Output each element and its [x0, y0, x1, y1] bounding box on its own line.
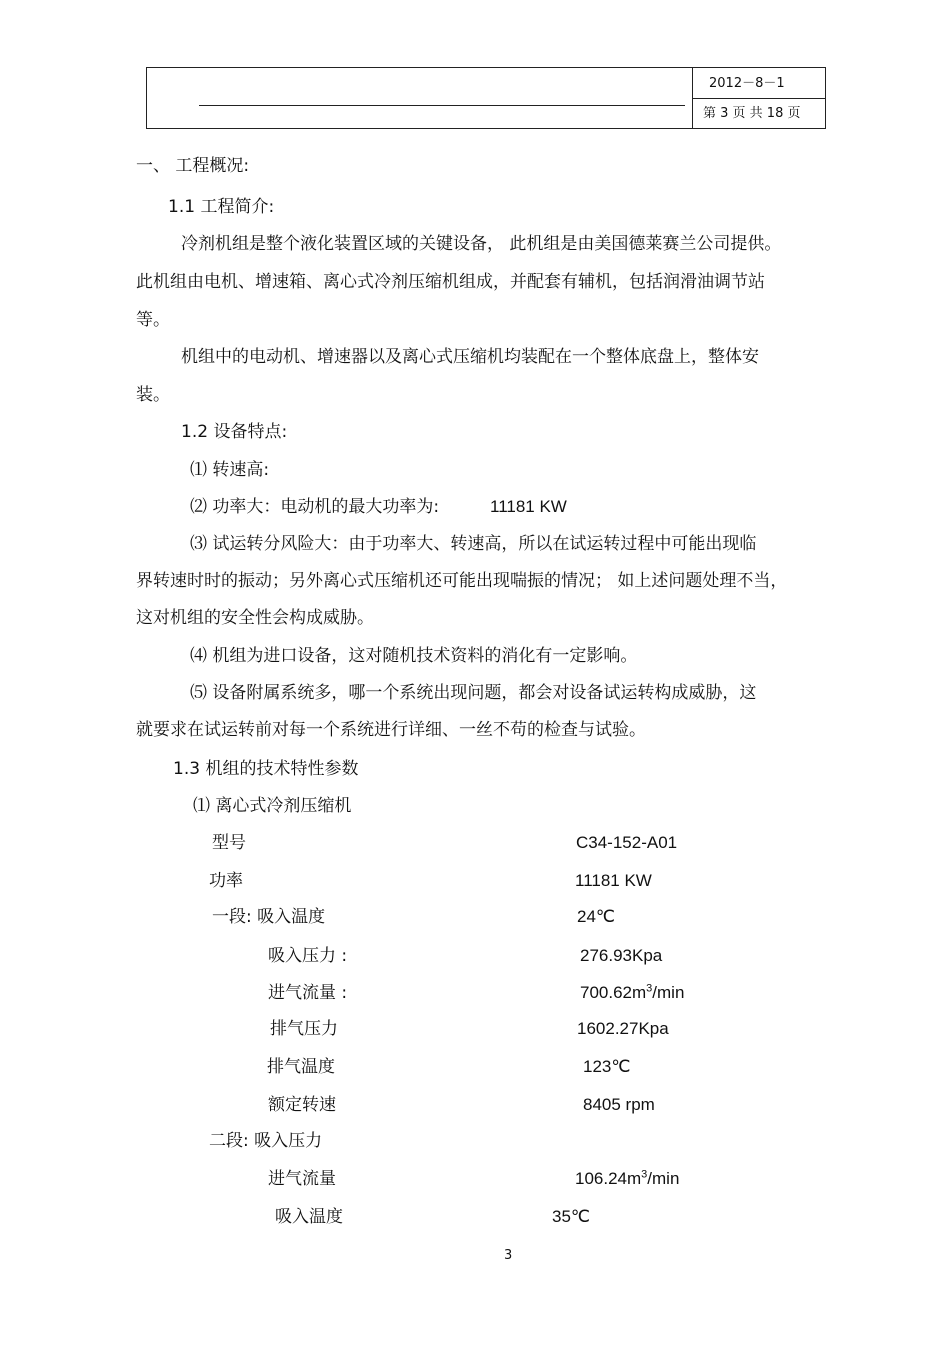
feature-3-line-2: 界转速时时的振动；另外离心式压缩机还可能出现喘振的情况； 如上述问题处理不当， — [136, 571, 788, 591]
header-page-info: 第 3 页 共 18 页 — [703, 106, 801, 121]
s2-flow-unit: /min — [647, 1169, 680, 1188]
param-s1-speed-value: 8405 rpm — [583, 1095, 655, 1114]
param-model-value: C34-152-A01 — [576, 833, 678, 852]
param-s2-temp-value: 35℃ — [552, 1207, 591, 1226]
param-power-label: 功率 — [209, 871, 243, 891]
param-s1-dis-pressure-value: 1602.27Kpa — [577, 1019, 669, 1038]
param-s1-dis-temp-value: 123℃ — [583, 1057, 631, 1076]
param-s1-pressure-value: 276.93Kpa — [580, 946, 663, 965]
param-s2-flow-label: 进气流量 — [268, 1169, 336, 1189]
param-stage1-temp-value: 24℃ — [577, 907, 616, 926]
paragraph-1-line-3: 等。 — [136, 310, 170, 330]
param-s1-flow-label: 进气流量 : — [268, 983, 348, 1003]
paragraph-2-line-2: 装。 — [136, 385, 170, 405]
header-title-line — [199, 105, 685, 106]
param-stage1-label: 一段: 吸入温度 — [212, 907, 326, 927]
header-divider-horizontal — [693, 98, 825, 99]
page-number: 3 — [504, 1248, 513, 1263]
feature-1: ⑴ 转速高: — [190, 460, 270, 480]
section-heading: 一、 工程概况: — [136, 156, 250, 176]
subsection-1-3-title: 1.3 机组的技术特性参数 — [173, 759, 359, 779]
s1-flow-unit: /min — [652, 983, 685, 1002]
param-power-value: 11181 KW — [575, 871, 652, 890]
paragraph-1-line-2: 此机组由电机、增速箱、离心式冷剂压缩机组成，并配套有辅机，包括润滑油调节站 — [136, 272, 765, 292]
s1-flow-number: 700.62m — [580, 983, 647, 1002]
param-s2-flow-value — [575, 1169, 679, 1189]
feature-4: ⑷ 机组为进口设备，这对随机技术资料的消化有一定影响。 — [190, 646, 638, 666]
param-s1-pressure-label: 吸入压力 : — [268, 946, 348, 966]
feature-5-line-2: 就要求在试运转前对每一个系统进行详细、一丝不苟的检查与试验。 — [136, 720, 646, 740]
s1-flow-superscript: 3 — [646, 982, 653, 995]
s2-flow-number: 106.24m — [575, 1169, 642, 1188]
param-s1-speed-label: 额定转速 — [268, 1095, 336, 1115]
feature-5-line-1: ⑸ 设备附属系统多，哪一个系统出现问题，都会对设备试运转构成威胁，这 — [190, 683, 757, 703]
s2-flow-superscript: 3 — [641, 1168, 648, 1181]
feature-3-line-1: ⑶ 试运转分风险大：由于功率大、转速高，所以在试运转过程中可能出现临 — [190, 534, 757, 554]
header-date: 2012－8－1 — [709, 76, 785, 91]
feature-2-value: 11181 KW — [490, 497, 567, 516]
param-model-label: 型号 — [212, 833, 246, 853]
param-stage2-label: 二段: 吸入压力 — [209, 1131, 323, 1151]
paragraph-2-line-1: 机组中的电动机、增速器以及离心式压缩机均装配在一个整体底盘上，整体安 — [181, 347, 759, 367]
document-header — [146, 67, 826, 129]
param-s1-dis-pressure-label: 排气压力 — [270, 1019, 338, 1039]
paragraph-1-line-1: 冷剂机组是整个液化装置区域的关键设备， 此机组是由美国德莱赛兰公司提供。 — [181, 234, 782, 254]
param-s1-flow-value — [580, 983, 684, 1003]
param-s1-dis-temp-label: 排气温度 — [267, 1057, 335, 1077]
feature-2-text: ⑵ 功率大：电动机的最大功率为: — [190, 497, 440, 517]
subsection-1-2-title: 1.2 设备特点: — [181, 422, 288, 442]
subsection-1-1-title: 1.1 工程简介: — [168, 197, 275, 217]
param-s2-temp-label: 吸入温度 — [275, 1207, 343, 1227]
compressor-title: ⑴ 离心式冷剂压缩机 — [193, 796, 352, 816]
feature-3-line-3: 这对机组的安全性会构成威胁。 — [136, 608, 374, 628]
